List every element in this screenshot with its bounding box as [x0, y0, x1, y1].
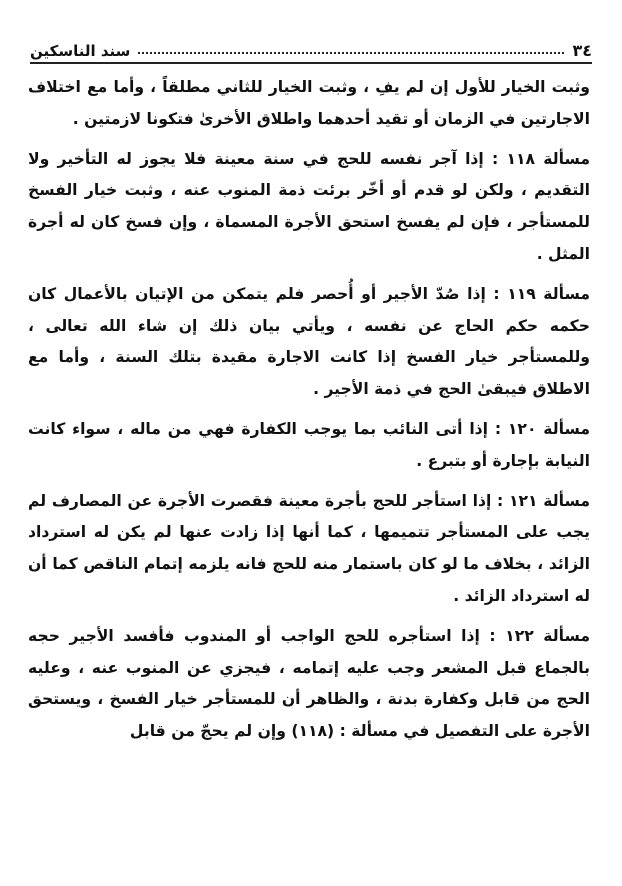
paragraph-masala-121: مسألة ١٢١ : إذا استأجر للحج بأجرة معينة فقصرت الأجرة عن المصارف لم يجب على المستأجر تتميمها ، كما أنها إذا زادت عنها لم يكن له استرداد الزائد ، بخلاف ما لو كان باستمار منه للحج فانه يلزمه إتمام الناقص كما أن له استرداد الزائد . [28, 491, 590, 605]
paragraph: وثبت الخيار للأول إن لم يفِ ، وثبت الخيار للثاني مطلقاً ، وأما مع اختلاف الاجارتين في الزمان أو تقيد أحدهما واطلاق الأخرىٰ فتكونا لازمتين . [28, 78, 590, 128]
paragraph-masala-122: مسألة ١٢٢ : إذا استأجره للحج الواجب أو المندوب فأفسد الأجير حجه بالجماع قبل المشعر وجب عليه إتمامه ، فيجزي عن المنوب عنه ، وعليه الحج من قابل وكفارة بدنة ، والظاهر أن للمستأجر خيار الفسخ ، ويستحق الأجرة على التفصيل في مسألة : (١١٨) وإن لم يحجّ من قابل [28, 626, 590, 741]
header-dotted-leader [138, 52, 564, 54]
header-rule [30, 62, 592, 64]
paragraph-masala-120: مسألة ١٢٠ : إذا أتى النائب بما يوجب الكفارة فهي من ماله ، سواء كانت النيابة بإجارة أو بتبرع . [28, 419, 590, 470]
running-title: سند الناسكين [30, 42, 131, 60]
paragraph-masala-118: مسألة ١١٨ : إذا آجر نفسه للحج في سنة معينة فلا يجوز له التأخير ولا التقديم ، ولكن لو قدم أو أخّر برئت ذمة المنوب عنه ، وثبت خيار الفسخ للمستأجر ، فإن لم يفسخ استحق الأجرة المسماة ، وإن فسخ كان له أجرة المثل . [28, 149, 590, 263]
page-number: ٣٤ [572, 41, 592, 60]
paragraph-masala-119: مسألة ١١٩ : إذا صُدّ الأجير أو أُحصر فلم يتمكن من الإتيان بالأعمال كان حكمه حكم الحاج عن نفسه ، ويأتي بيان ذلك إن شاء الله تعالى ، وللمستأجر خيار الفسخ إذا كانت الاجارة مقيدة بتلك السنة ، وأما مع الاطلاق فيبقىٰ الحج في ذمة الأجير . [28, 284, 590, 399]
body-text [28, 72, 590, 866]
page-header [30, 26, 592, 60]
